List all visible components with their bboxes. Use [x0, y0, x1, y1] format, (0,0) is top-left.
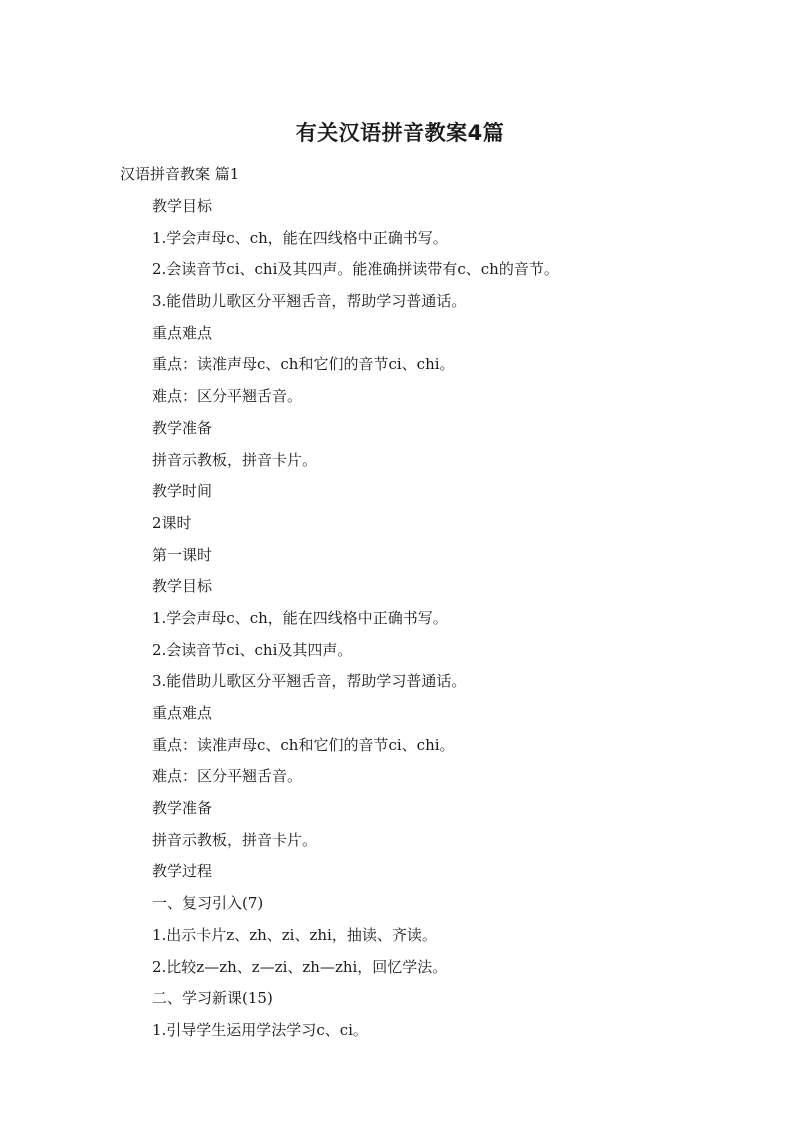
paragraph-line: 重点难点: [152, 704, 213, 722]
paragraph-line: 2.会读音节ci、chi及其四声。: [152, 640, 353, 659]
paragraph-line: 第一课时: [152, 545, 213, 564]
paragraph-line: 重点：读准声母c、ch和它们的音节ci、chi。: [152, 355, 455, 374]
paragraph-line: 重点难点: [152, 323, 213, 342]
paragraph-line: 教学过程: [152, 862, 213, 881]
paragraph-line: 1.学会声母c、ch，能在四线格中正确书写。: [152, 228, 448, 247]
paragraph-line: 教学目标: [152, 577, 213, 596]
paragraph-line: 1.出示卡片z、zh、zi、zhi，抽读、齐读。: [152, 925, 437, 944]
paragraph-line: 重点：读准声母c、ch和它们的音节ci、chi。: [152, 735, 455, 754]
section-heading: 汉语拼音教案 篇1: [120, 165, 240, 183]
document-title: 有关汉语拼音教案4篇: [295, 121, 505, 145]
paragraph-line: 3.能借助儿歌区分平翘舌音，帮助学习普通话。: [152, 672, 467, 691]
paragraph-line: 教学目标: [152, 197, 213, 215]
paragraph-line: 2.会读音节ci、chi及其四声。能准确拼读带有c、ch的音节。: [152, 260, 559, 279]
paragraph-line: 难点：区分平翘舌音。: [152, 387, 303, 406]
paragraph-line: 3.能借助儿歌区分平翘舌音，帮助学习普通话。: [152, 292, 467, 311]
paragraph-line: 2.比较z—zh、z—zi、zh—zhi，回忆学法。: [152, 957, 448, 976]
paragraph-line: 拼音示教板，拼音卡片。: [152, 450, 318, 469]
paragraph-line: 1.引导学生运用学法学习c、ci。: [152, 1020, 368, 1039]
paragraph-line: 难点：区分平翘舌音。: [152, 767, 303, 786]
paragraph-line: 教学准备: [152, 799, 213, 818]
paragraph-line: 拼音示教板，拼音卡片。: [152, 830, 318, 849]
paragraph-line: 教学时间: [152, 482, 213, 501]
paragraph-line: 1.学会声母c、ch，能在四线格中正确书写。: [152, 608, 448, 627]
paragraph-list: [152, 194, 559, 1050]
paragraph-line: 教学准备: [152, 418, 213, 437]
paragraph-line: 2课时: [152, 513, 192, 532]
paragraph-line: 二、学习新课(15): [152, 989, 273, 1008]
paragraph-line: 一、复习引入(7): [152, 894, 264, 913]
